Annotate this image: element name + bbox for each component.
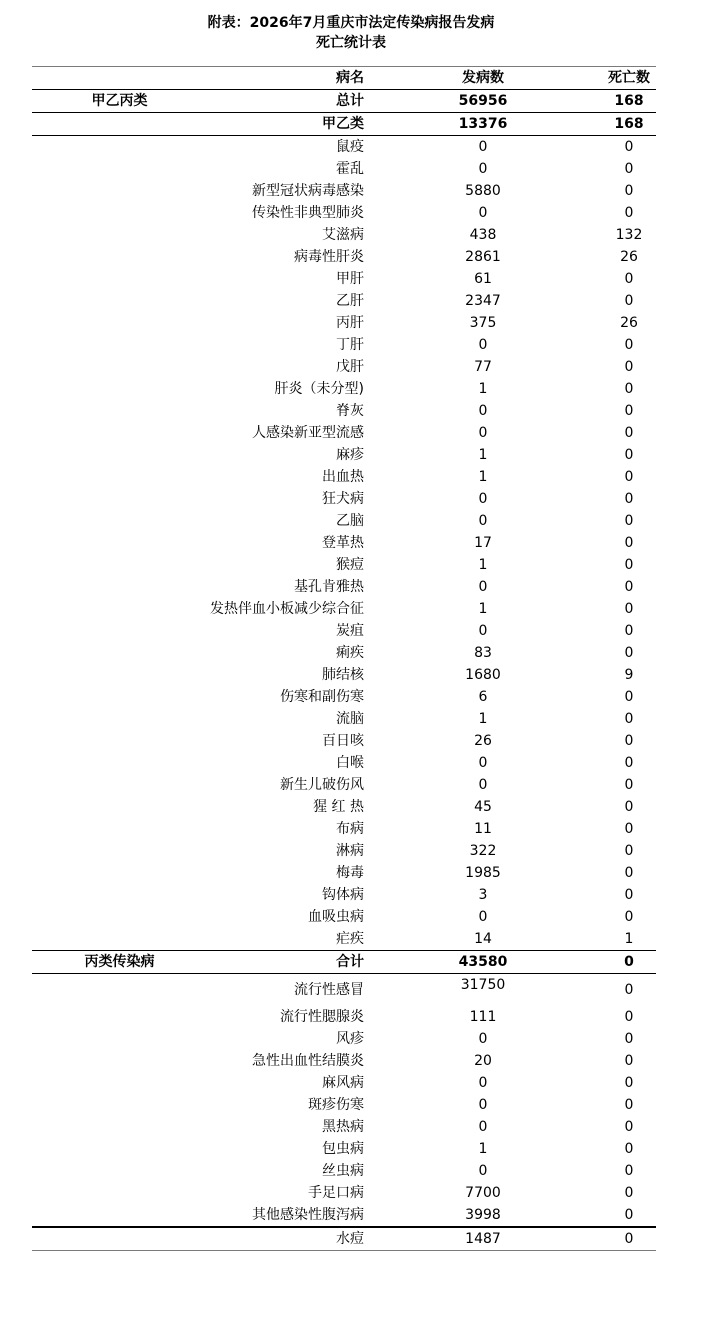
death-count: 0 (624, 161, 634, 177)
disease-name: 疟疾 (336, 931, 364, 947)
class-c-label: 合计 (207, 951, 364, 974)
death-count: 0 (624, 777, 634, 793)
disease-name: 白喉 (336, 755, 364, 771)
empty-cell (32, 466, 207, 488)
death-count: 0 (624, 755, 634, 771)
death-count: 0 (624, 381, 634, 397)
class-ab-disease-row (32, 202, 656, 224)
class-ab-disease-row (32, 906, 656, 928)
case-count: 3998 (465, 1207, 501, 1223)
empty-cell (32, 202, 207, 224)
case-count: 1487 (364, 1227, 602, 1251)
disease-name: 传染性非典型肺炎 (252, 205, 364, 221)
death-count: 0 (624, 491, 634, 507)
disease-name: 甲肝 (336, 271, 364, 287)
empty-cell (32, 576, 207, 598)
case-count: 1 (478, 601, 488, 617)
case-count: 0 (478, 205, 488, 221)
empty-cell (32, 1227, 207, 1251)
class-ab-disease-row (32, 400, 656, 422)
death-count: 0 (624, 909, 634, 925)
death-count: 0 (624, 271, 634, 287)
disease-header: 病名 (207, 67, 364, 90)
class-ab-disease-row (32, 752, 656, 774)
case-count: 1 (478, 1141, 488, 1157)
case-count: 0 (478, 337, 488, 353)
death-count: 0 (624, 1207, 634, 1223)
class-ab-disease-row (32, 576, 656, 598)
class-ab-disease-row (32, 686, 656, 708)
disease-name: 戊肝 (336, 359, 364, 375)
disease-name: 脊灰 (336, 403, 364, 419)
death-count: 0 (624, 469, 634, 485)
disease-name: 病毒性肝炎 (294, 249, 364, 265)
death-count: 0 (624, 645, 634, 661)
case-count: 61 (474, 271, 492, 287)
class-c-disease-row (32, 1182, 656, 1204)
document-title: 附表：2026年7月重庆市法定传染病报告发病 (207, 15, 495, 31)
case-count: 0 (478, 909, 488, 925)
class-c-subtotal-row (32, 951, 656, 974)
case-count: 1985 (465, 865, 501, 881)
class-c-category: 丙类传染病 (32, 951, 207, 974)
class-ab-disease-row (32, 598, 656, 620)
case-count: 17 (474, 535, 492, 551)
empty-cell (32, 1006, 207, 1028)
death-count: 0 (624, 1141, 634, 1157)
case-count: 45 (474, 799, 492, 815)
empty-cell (32, 642, 207, 664)
empty-cell (32, 620, 207, 642)
death-count: 0 (624, 513, 634, 529)
class-ab-disease-row (32, 884, 656, 906)
death-count: 0 (624, 1185, 634, 1201)
case-count: 0 (478, 513, 488, 529)
empty-cell (32, 730, 207, 752)
disease-name: 钩体病 (322, 887, 364, 903)
empty-cell (32, 268, 207, 290)
disease-name: 血吸虫病 (308, 909, 364, 925)
death-count: 0 (624, 733, 634, 749)
class-c-disease-row (32, 1160, 656, 1182)
empty-cell (32, 1094, 207, 1116)
case-count: 0 (478, 139, 488, 155)
death-count: 0 (624, 447, 634, 463)
class-c-disease-row (32, 1006, 656, 1028)
disease-name: 流脑 (336, 711, 364, 727)
table-header-row (32, 67, 656, 90)
empty-cell (32, 312, 207, 334)
case-count: 0 (478, 777, 488, 793)
disease-name: 发热伴血小板减少综合征 (210, 601, 364, 617)
class-ab-disease-row (32, 466, 656, 488)
death-count: 0 (624, 1031, 634, 1047)
empty-cell (32, 1138, 207, 1160)
empty-cell (32, 862, 207, 884)
class-ab-disease-row (32, 334, 656, 356)
class-c-disease-row (32, 1028, 656, 1050)
death-count: 0 (624, 359, 634, 375)
disease-name: 风疹 (336, 1031, 364, 1047)
class-ab-deaths: 168 (602, 113, 656, 136)
empty-cell (32, 488, 207, 510)
case-count: 0 (478, 1163, 488, 1179)
disease-name: 登革热 (322, 535, 364, 551)
death-count: 26 (620, 315, 638, 331)
case-count: 0 (478, 1097, 488, 1113)
class-ab-subtotal-row (32, 113, 656, 136)
class-c-disease-row (32, 1072, 656, 1094)
disease-name: 流行性感冒 (294, 982, 364, 998)
case-count: 1680 (465, 667, 501, 683)
disease-name: 百日咳 (322, 733, 364, 749)
case-count: 0 (478, 755, 488, 771)
class-ab-disease-row (32, 268, 656, 290)
total-deaths: 168 (602, 90, 656, 113)
death-count: 0 (624, 623, 634, 639)
case-count: 1 (478, 469, 488, 485)
class-ab-disease-row (32, 620, 656, 642)
disease-name: 狂犬病 (322, 491, 364, 507)
disease-name: 水痘 (207, 1227, 364, 1251)
empty-cell (32, 1028, 207, 1050)
case-count: 322 (469, 843, 497, 859)
death-count: 0 (624, 799, 634, 815)
empty-cell (32, 158, 207, 180)
disease-name: 肺结核 (322, 667, 364, 683)
death-count: 0 (624, 557, 634, 573)
empty-cell (32, 246, 207, 268)
class-ab-disease-row (32, 554, 656, 576)
class-c-disease-row (32, 1138, 656, 1160)
disease-name: 其他感染性腹泻病 (252, 1207, 364, 1223)
disease-name: 出血热 (322, 469, 364, 485)
death-count: 132 (615, 227, 643, 243)
empty-cell (32, 974, 207, 1007)
empty-cell (32, 290, 207, 312)
disease-name: 斑疹伤寒 (308, 1097, 364, 1113)
disease-name: 乙脑 (336, 513, 364, 529)
empty-cell (32, 1204, 207, 1227)
disease-name: 霍乱 (336, 161, 364, 177)
total-category: 甲乙丙类 (32, 90, 207, 113)
case-count: 438 (469, 227, 497, 243)
class-ab-disease-row (32, 510, 656, 532)
empty-cell (32, 334, 207, 356)
class-c-disease-row (32, 974, 656, 1007)
empty-cell (32, 774, 207, 796)
death-count: 0 (602, 1227, 656, 1251)
class-c-disease-row (32, 1094, 656, 1116)
death-count: 1 (624, 931, 634, 947)
class-c-cases: 43580 (364, 951, 602, 974)
empty-cell (32, 840, 207, 862)
class-ab-disease-row (32, 928, 656, 951)
empty-cell (32, 686, 207, 708)
death-count: 0 (624, 535, 634, 551)
class-ab-disease-row (32, 422, 656, 444)
disease-name: 伤寒和副伤寒 (280, 689, 364, 705)
empty-cell (32, 356, 207, 378)
total-label: 总计 (207, 90, 364, 113)
class-ab-disease-row (32, 774, 656, 796)
case-count: 0 (478, 491, 488, 507)
death-count: 0 (624, 821, 634, 837)
class-c-disease-row (32, 1050, 656, 1072)
statistics-table-body (32, 67, 656, 1251)
death-count: 0 (624, 1163, 634, 1179)
case-count: 0 (478, 1075, 488, 1091)
class-ab-disease-row (32, 378, 656, 400)
case-count: 20 (474, 1053, 492, 1069)
death-count: 0 (624, 1053, 634, 1069)
case-count: 11 (474, 821, 492, 837)
disease-name: 猩 红 热 (313, 799, 364, 815)
disease-name: 新型冠状病毒感染 (252, 183, 364, 199)
class-ab-disease-row (32, 290, 656, 312)
case-count: 3 (478, 887, 488, 903)
death-count: 0 (624, 711, 634, 727)
empty-cell (32, 444, 207, 466)
empty-cell (32, 136, 207, 159)
disease-name: 布病 (336, 821, 364, 837)
class-ab-disease-row (32, 444, 656, 466)
disease-name: 新生儿破伤风 (280, 777, 364, 793)
case-count: 0 (478, 403, 488, 419)
disease-name: 手足口病 (308, 1185, 364, 1201)
case-count: 83 (474, 645, 492, 661)
empty-cell (32, 532, 207, 554)
empty-cell (32, 224, 207, 246)
disease-name: 淋病 (336, 843, 364, 859)
death-count: 0 (624, 1097, 634, 1113)
class-ab-cases: 13376 (364, 113, 602, 136)
death-count: 0 (624, 425, 634, 441)
death-count: 0 (624, 205, 634, 221)
case-count: 375 (469, 315, 497, 331)
class-ab-disease-row (32, 642, 656, 664)
case-count: 26 (474, 733, 492, 749)
death-count: 0 (624, 865, 634, 881)
empty-cell (32, 510, 207, 532)
extra-disease-row (32, 1227, 656, 1251)
empty-cell (32, 708, 207, 730)
disease-name: 麻风病 (322, 1075, 364, 1091)
empty-cell (32, 554, 207, 576)
empty-cell (32, 1050, 207, 1072)
empty-cell (32, 664, 207, 686)
total-cases: 56956 (364, 90, 602, 113)
cases-header: 发病数 (364, 67, 602, 90)
disease-name: 猴痘 (336, 557, 364, 573)
statistics-table (32, 66, 656, 1251)
case-count: 14 (474, 931, 492, 947)
death-count: 0 (624, 982, 634, 998)
disease-name: 黑热病 (322, 1119, 364, 1135)
case-count: 1 (478, 381, 488, 397)
empty-cell (32, 180, 207, 202)
disease-name: 丁肝 (336, 337, 364, 353)
case-count: 77 (474, 359, 492, 375)
empty-cell (32, 598, 207, 620)
empty-cell (32, 1116, 207, 1138)
case-count: 2861 (465, 249, 501, 265)
case-count: 0 (478, 623, 488, 639)
class-ab-disease-row (32, 818, 656, 840)
deaths-header: 死亡数 (602, 67, 656, 90)
disease-name: 肝炎（未分型) (274, 381, 364, 397)
case-count: 2347 (465, 293, 501, 309)
death-count: 0 (624, 139, 634, 155)
class-c-disease-row (32, 1116, 656, 1138)
disease-name: 麻疹 (336, 447, 364, 463)
class-ab-disease-row (32, 840, 656, 862)
disease-name: 基孔肯雅热 (294, 579, 364, 595)
disease-name: 乙肝 (336, 293, 364, 309)
class-ab-disease-row (32, 136, 656, 159)
class-ab-disease-row (32, 708, 656, 730)
disease-name: 流行性腮腺炎 (280, 1009, 364, 1025)
empty-cell (32, 796, 207, 818)
empty-cell (32, 752, 207, 774)
class-ab-disease-row (32, 532, 656, 554)
empty-cell (32, 884, 207, 906)
death-count: 0 (624, 887, 634, 903)
disease-name: 急性出血性结膜炎 (252, 1053, 364, 1069)
death-count: 0 (624, 403, 634, 419)
case-count: 5880 (465, 183, 501, 199)
death-count: 0 (624, 843, 634, 859)
empty-cell (32, 1160, 207, 1182)
category-header (32, 67, 207, 90)
empty-cell (32, 422, 207, 444)
case-count: 1 (478, 711, 488, 727)
case-count: 0 (478, 1119, 488, 1135)
disease-name: 丙肝 (336, 315, 364, 331)
case-count: 111 (469, 1009, 497, 1025)
death-count: 0 (624, 1009, 634, 1025)
empty-cell (32, 928, 207, 951)
death-count: 0 (624, 579, 634, 595)
class-ab-disease-row (32, 862, 656, 884)
death-count: 0 (624, 601, 634, 617)
disease-name: 包虫病 (322, 1141, 364, 1157)
death-count: 9 (624, 667, 634, 683)
class-ab-disease-row (32, 730, 656, 752)
death-count: 0 (624, 1075, 634, 1091)
document-subtitle: 死亡统计表 (316, 35, 386, 51)
class-ab-disease-row (32, 180, 656, 202)
case-count: 0 (478, 1031, 488, 1047)
class-ab-disease-row (32, 312, 656, 334)
class-c-deaths: 0 (602, 951, 656, 974)
death-count: 0 (624, 337, 634, 353)
class-ab-disease-row (32, 664, 656, 686)
disease-name: 人感染新亚型流感 (252, 425, 364, 441)
disease-name: 丝虫病 (322, 1163, 364, 1179)
class-ab-label: 甲乙类 (207, 113, 364, 136)
case-count: 0 (478, 161, 488, 177)
class-ab-disease-row (32, 488, 656, 510)
case-count: 31750 (460, 977, 506, 993)
case-count: 1 (478, 557, 488, 573)
class-c-disease-row (32, 1204, 656, 1227)
disease-name: 痢疾 (336, 645, 364, 661)
class-ab-disease-row (32, 796, 656, 818)
empty-cell (32, 1182, 207, 1204)
empty-cell (32, 113, 207, 136)
disease-name: 鼠疫 (336, 139, 364, 155)
case-count: 0 (478, 579, 488, 595)
empty-cell (32, 400, 207, 422)
case-count: 0 (478, 425, 488, 441)
death-count: 0 (624, 183, 634, 199)
case-count: 6 (478, 689, 488, 705)
death-count: 0 (624, 689, 634, 705)
death-count: 0 (624, 293, 634, 309)
empty-cell (32, 906, 207, 928)
disease-name: 炭疽 (336, 623, 364, 639)
class-ab-disease-row (32, 224, 656, 246)
case-count: 7700 (465, 1185, 501, 1201)
case-count: 1 (478, 447, 488, 463)
empty-cell (32, 1072, 207, 1094)
disease-name: 梅毒 (336, 865, 364, 881)
empty-cell (32, 378, 207, 400)
empty-cell (32, 818, 207, 840)
death-count: 0 (624, 1119, 634, 1135)
grand-total-row (32, 90, 656, 113)
class-ab-disease-row (32, 158, 656, 180)
class-ab-disease-row (32, 356, 656, 378)
disease-name: 艾滋病 (322, 227, 364, 243)
class-ab-disease-row (32, 246, 656, 268)
death-count: 26 (620, 249, 638, 265)
